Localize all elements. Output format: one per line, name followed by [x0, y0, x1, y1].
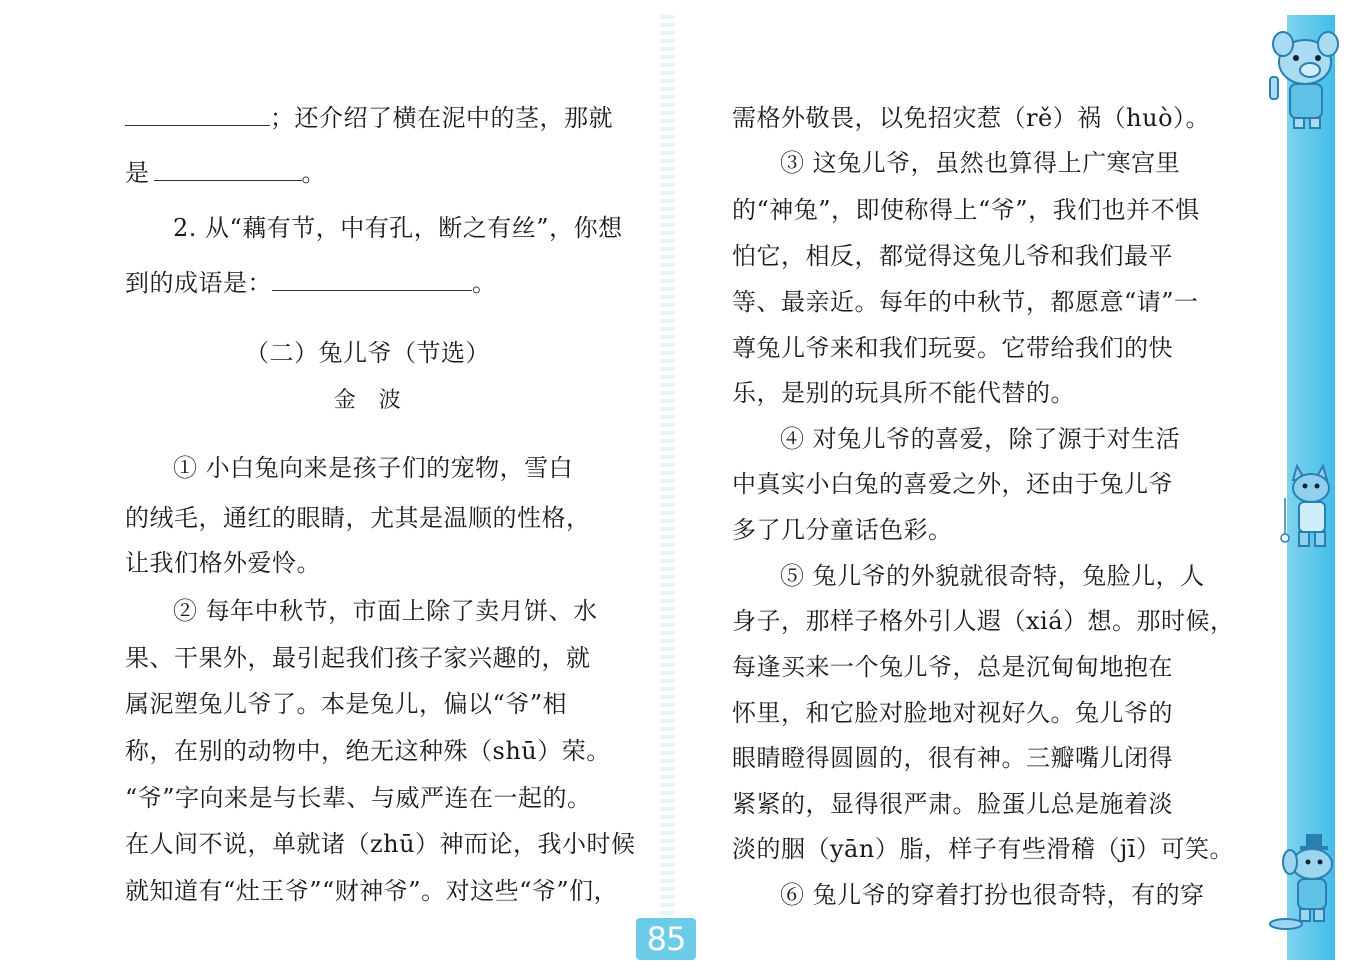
- paragraph-line: 紧紧的，显得很严肃。脸蛋儿总是施着淡: [732, 790, 1173, 818]
- paragraph-line: 的“神兔”，即使称得上“爷”，我们也并不惧: [732, 196, 1200, 224]
- paragraph-line: 等、最亲近。每年的中秋节，都愿意“请”一: [732, 288, 1199, 316]
- paragraph-line: 属泥塑兔儿爷了。本是兔儿，偏以“爷”相: [125, 690, 568, 718]
- text-segment: ；还介绍了横在泥中的茎，那就: [270, 104, 613, 132]
- answer-line-4: [125, 268, 610, 298]
- paragraph-line: 让我们格外爱怜。: [125, 549, 321, 577]
- paragraph-line: 每逢买来一个兔儿爷，总是沉甸甸地抱在: [732, 653, 1173, 681]
- answer-blank[interactable]: [154, 158, 302, 181]
- text-segment: 。: [472, 269, 497, 297]
- paragraph-line: 尊兔儿爷来和我们玩耍。它带给我们的快: [732, 334, 1173, 362]
- paragraph-line: 的绒毛，通红的眼睛，尤其是温顺的性格，: [125, 504, 591, 532]
- paragraph-line: 身子，那样子格外引人遐（xiá）想。那时候，: [732, 607, 1235, 635]
- dog-mascot-icon: [1268, 832, 1346, 930]
- paragraph-line: ⑤ 兔儿爷的外貌就很奇特，兔脸儿，人: [780, 562, 1205, 590]
- paragraph-line: “爷”字向来是与长辈、与威严连在一起的。: [125, 784, 592, 812]
- answer-line-2: [125, 158, 610, 188]
- paragraph-line: 淡的胭（yān）脂，样子有些滑稽（jī）可笑。: [732, 835, 1234, 863]
- paragraph-line: 需格外敬畏，以免招灾惹（rě）祸（huò）。: [732, 104, 1211, 132]
- answer-blank[interactable]: [272, 268, 472, 291]
- answer-blank[interactable]: [125, 103, 270, 126]
- section-title: （二）兔儿爷（节选）: [245, 339, 490, 367]
- question-2: 2. 从“藕有节，中有孔，断之有丝”，你想: [173, 214, 623, 242]
- answer-line-1: [125, 103, 613, 133]
- text-segment: 。: [301, 159, 326, 187]
- paragraph-line: ③ 这兔儿爷，虽然也算得上广寒宫里: [780, 149, 1181, 177]
- paragraph-line: ② 每年中秋节，市面上除了卖月饼、水: [173, 597, 598, 625]
- page-gutter: [660, 15, 674, 915]
- paragraph-line: ④ 对兔儿爷的喜爱，除了源于对生活: [780, 425, 1181, 453]
- paragraph-line: 在人间不说，单就诸（zhū）神而论，我小时候: [125, 830, 636, 858]
- paragraph-line: 乐，是别的玩具所不能代替的。: [732, 379, 1075, 407]
- paragraph-line: ⑥ 兔儿爷的穿着打扮也很奇特，有的穿: [780, 881, 1205, 909]
- paragraph-line: 多了几分童话色彩。: [732, 516, 953, 544]
- author-name: 金 波: [333, 388, 402, 413]
- paragraph-line: 中真实小白兔的喜爱之外，还由于兔儿爷: [732, 470, 1173, 498]
- paragraph-line: ① 小白兔向来是孩子们的宠物，雪白: [173, 454, 574, 482]
- paragraph-line: 怀里，和它脸对脸地对视好久。兔儿爷的: [732, 699, 1173, 727]
- paragraph-line: 称，在别的动物中，绝无这种殊（shū）荣。: [125, 737, 611, 765]
- page-number: 85: [636, 918, 696, 960]
- wolf-mascot-icon: [1275, 458, 1345, 553]
- paragraph-line: 就知道有“灶王爷”“财神爷”。对这些“爷”们，: [125, 877, 619, 905]
- pig-mascot-icon: [1250, 22, 1345, 132]
- text-segment: 是: [125, 159, 150, 187]
- paragraph-line: 怕它，相反，都觉得这兔儿爷和我们最平: [732, 242, 1173, 270]
- paragraph-line: 眼睛瞪得圆圆的，很有神。三瓣嘴儿闭得: [732, 744, 1173, 772]
- paragraph-line: 果、干果外，最引起我们孩子家兴趣的，就: [125, 644, 591, 672]
- text-segment: 到的成语是：: [125, 269, 272, 297]
